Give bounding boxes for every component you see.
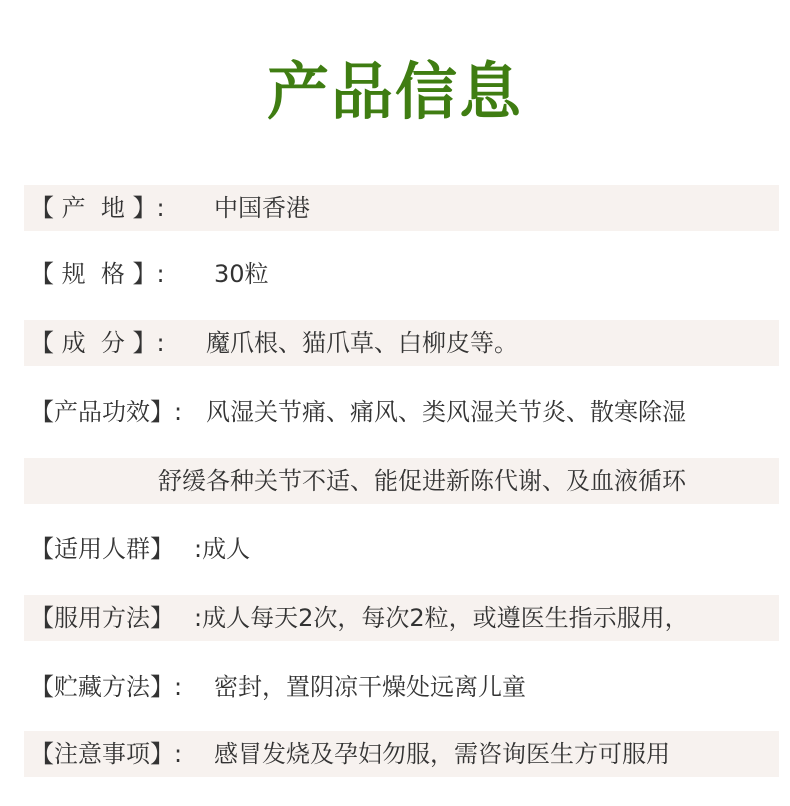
row-label: 【 产 地 】:	[30, 194, 165, 222]
row-value: 30粒	[214, 260, 269, 288]
row-label: 【 成 分 】:	[30, 329, 165, 357]
info-row-audience	[24, 526, 779, 572]
row-label: 【注意事项】:	[30, 740, 183, 768]
row-label: 【 规 格 】:	[30, 260, 165, 288]
row-value: 舒缓各种关节不适、能促进新陈代谢、及血液循环	[158, 467, 686, 495]
row-value: 感冒发烧及孕妇勿服，需咨询医生方可服用	[214, 740, 670, 768]
row-label: 【产品功效】:	[30, 398, 183, 426]
row-value: :成人每天2次，每次2粒，或遵医生指示服用，	[194, 604, 689, 632]
info-row-cautions	[24, 731, 779, 777]
info-row-spec	[24, 251, 779, 297]
row-value: 中国香港	[214, 194, 310, 222]
row-value: :成人	[194, 535, 251, 563]
row-value: 密封，置阴凉干燥处远离儿童	[214, 673, 526, 701]
row-value: 魔爪根、猫爪草、白柳皮等。	[206, 329, 518, 357]
row-label: 【贮藏方法】:	[30, 673, 183, 701]
row-value: 风湿关节痛、痛风、类风湿关节炎、散寒除湿	[206, 398, 686, 426]
info-row-usage	[24, 595, 779, 641]
info-row-storage	[24, 664, 779, 710]
info-row-ingredients	[24, 320, 779, 366]
page-title: 产品信息	[266, 55, 523, 128]
info-row-efficacy-cont	[24, 458, 779, 504]
info-row-efficacy	[24, 389, 779, 435]
info-row-origin	[24, 185, 779, 231]
row-label: 【服用方法】	[30, 604, 174, 632]
row-label: 【适用人群】	[30, 535, 174, 563]
